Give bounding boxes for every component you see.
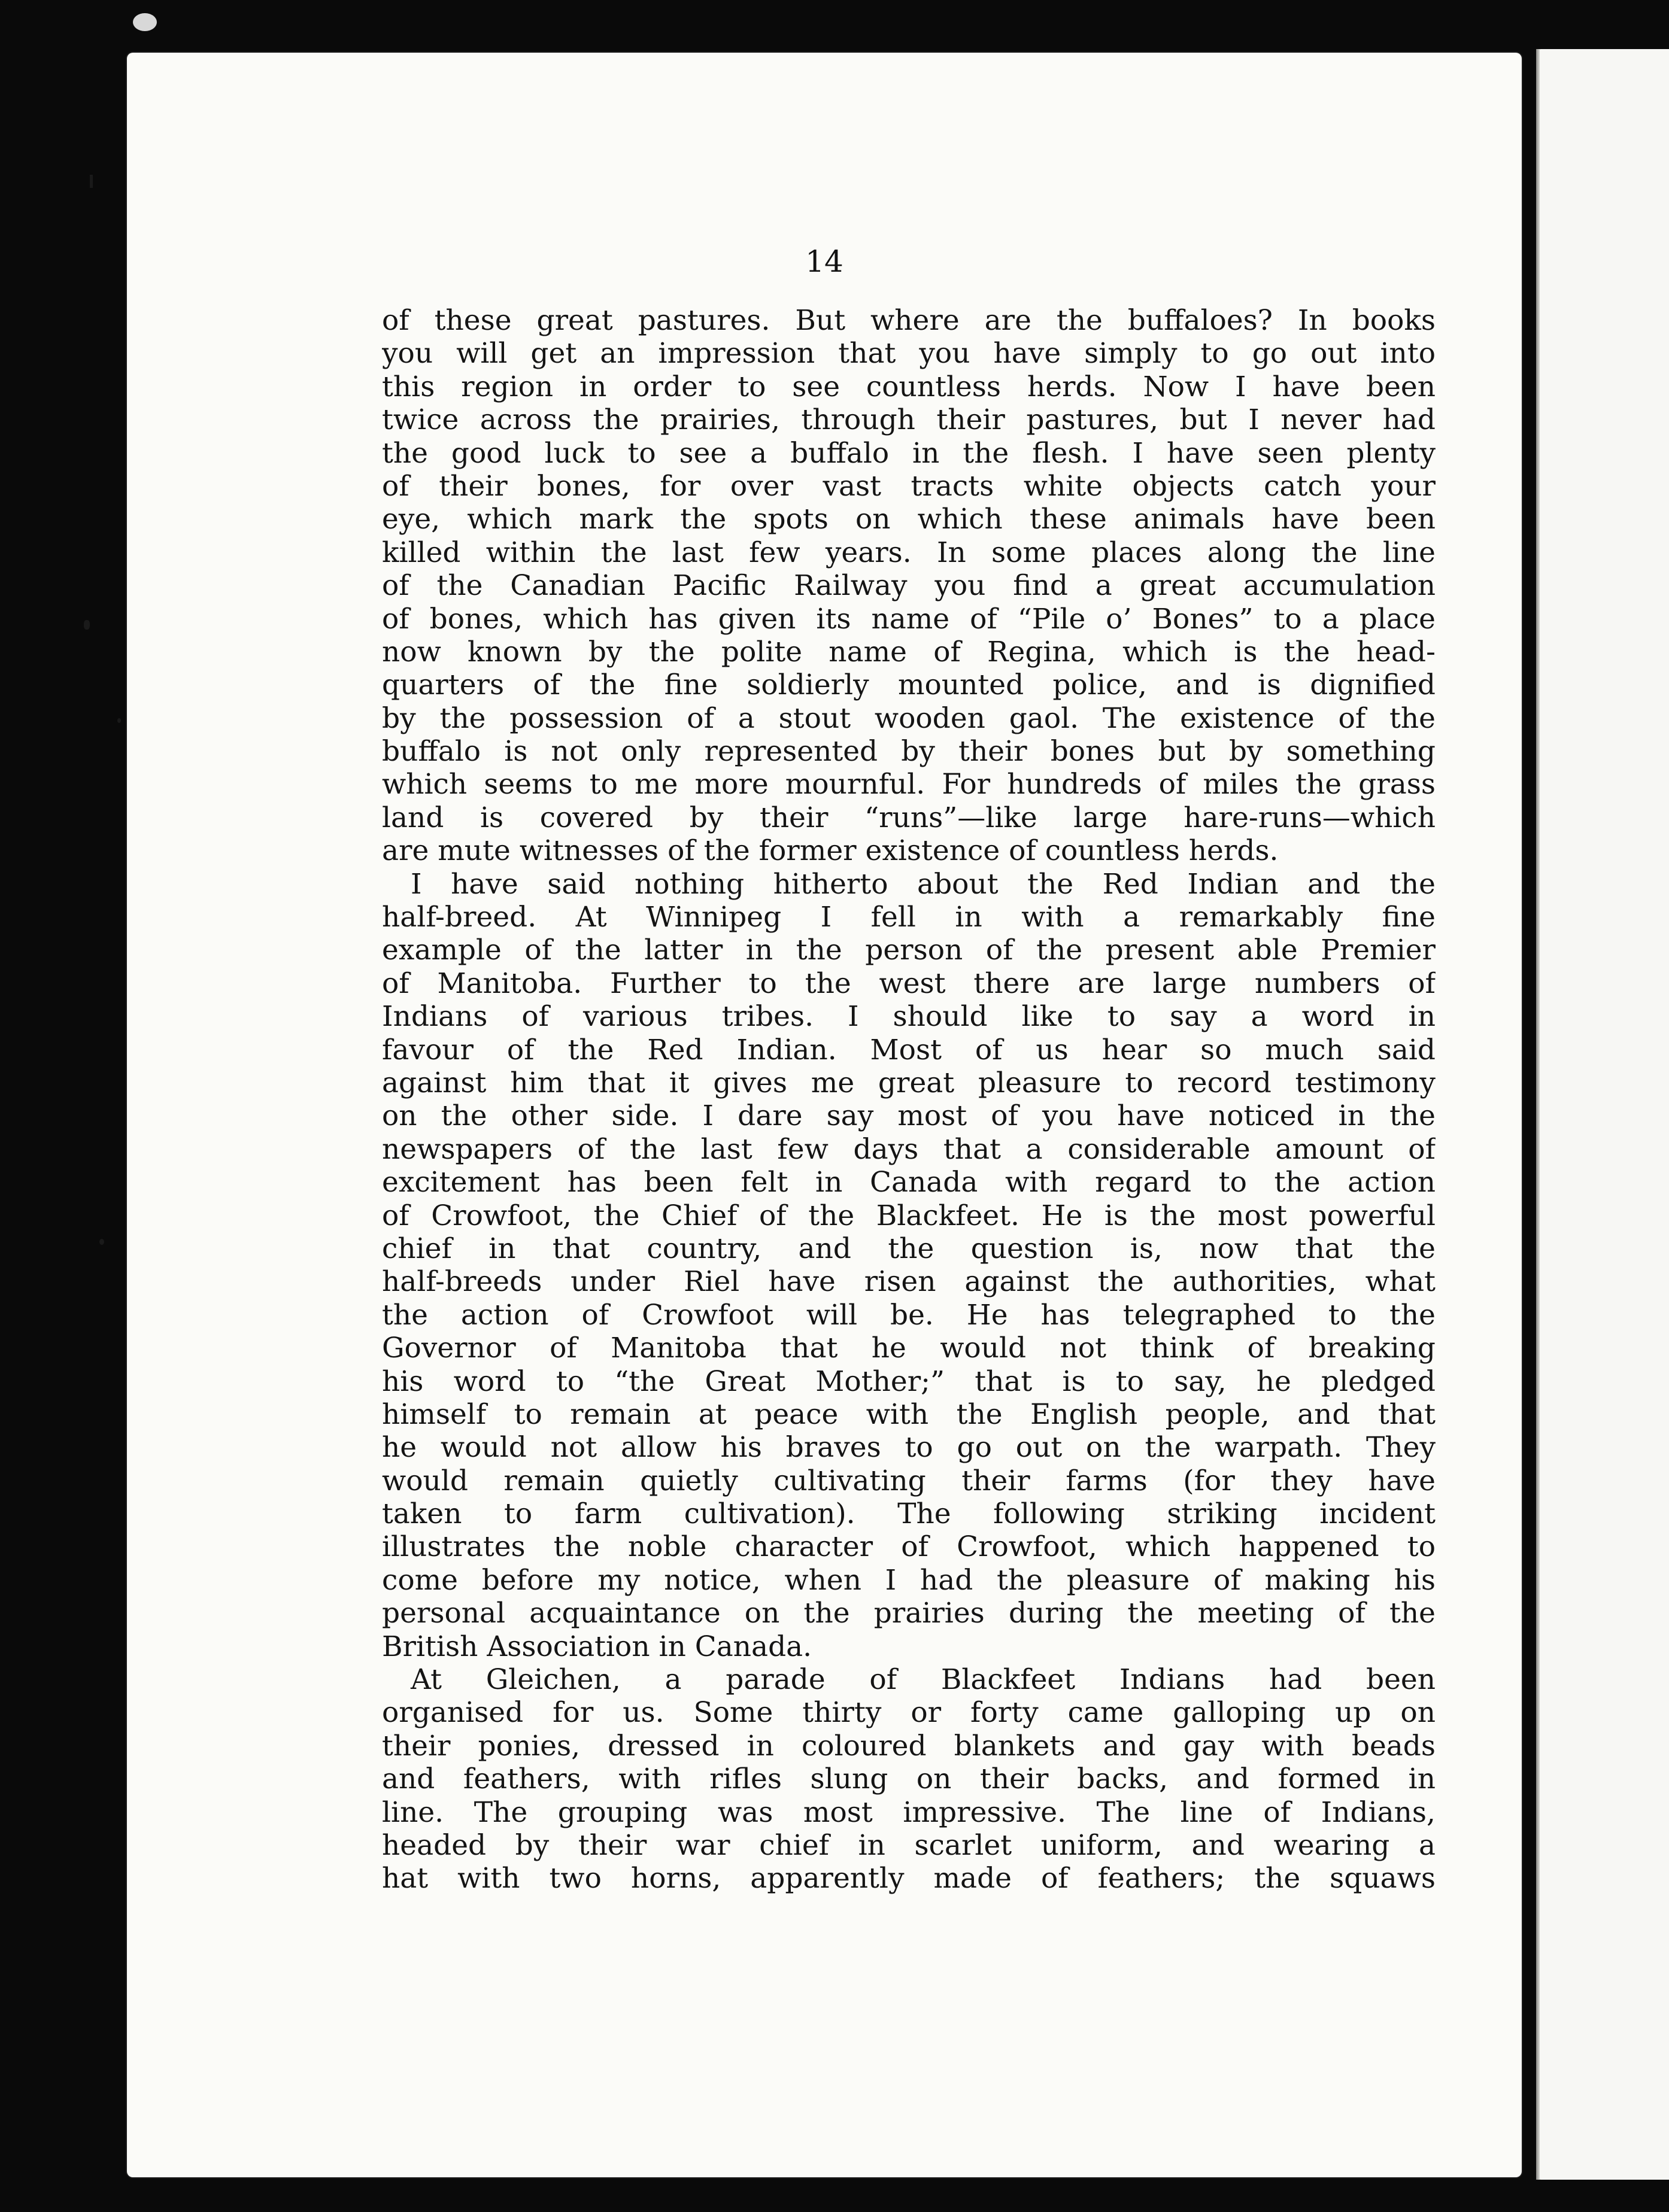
page-number: 14 [805, 244, 843, 279]
text-line: Governor of Manitoba that he would not think of breaking [382, 1332, 1436, 1365]
text-line: of Manitoba. Further to the west there are large numbers of [382, 967, 1436, 1000]
text-line: the good luck to see a buffalo in the flesh. I have seen plenty [382, 436, 1436, 470]
text-line: illustrates the noble character of Crowfoot, which happened to [382, 1530, 1436, 1564]
text-line: chief in that country, and the question is, now that the [382, 1232, 1436, 1265]
scan-speck [84, 620, 90, 630]
scan-speck [133, 13, 157, 31]
book-page [127, 53, 1522, 2177]
text-line: quarters of the fine soldierly mounted police, and is dignified [382, 669, 1436, 702]
text-line: would remain quietly cultivating their farms (for they have [382, 1464, 1436, 1497]
text-line: killed within the last few years. In some places along the line [382, 536, 1436, 569]
text-line: personal acquaintance on the prairies during the meeting of the [382, 1597, 1436, 1630]
text-line: half-breeds under Riel have risen against the authorities, what [382, 1265, 1436, 1299]
text-line: twice across the prairies, through their pastures, but I never had [382, 403, 1436, 437]
text-line: At Gleichen, a parade of Blackfeet Indians had been [411, 1663, 1436, 1697]
text-line: eye, which mark the spots on which these animals have been [382, 503, 1436, 536]
text-line: of bones, which has given its name of “Pile o’ Bones” to a place [382, 602, 1436, 636]
text-line: you will get an impression that you have simply to go out into [382, 337, 1436, 370]
text-line: are mute witnesses of the former existence of countless herds. [382, 834, 1279, 868]
text-line: favour of the Red Indian. Most of us hear so much said [382, 1033, 1436, 1066]
text-line: come before my notice, when I had the pleasure of making his [382, 1563, 1436, 1597]
text-line: Indians of various tribes. I should like to say a word in [382, 1000, 1436, 1034]
scan-speck [90, 175, 93, 188]
text-line: of these great pastures. But where are the buffaloes? In books [382, 304, 1436, 337]
text-line: of their bones, for over vast tracts white objects catch your [382, 469, 1436, 503]
text-line: land is covered by their “runs”—like large hare-runs—which [382, 801, 1436, 834]
text-line: half-breed. At Winnipeg I fell in with a remarkably fine [382, 901, 1436, 934]
text-line: this region in order to see countless herds. Now I have been [382, 370, 1436, 403]
text-line: his word to “the Great Mother;” that is to say, he pledged [382, 1365, 1436, 1398]
text-line: on the other side. I dare say most of you have noticed in the [382, 1099, 1436, 1133]
adjacent-page-edge [1536, 49, 1669, 2180]
text-line: against him that it gives me great pleasure to record testimony [382, 1066, 1436, 1099]
text-line: and feathers, with rifles slung on their backs, and formed in [382, 1763, 1436, 1796]
text-line: example of the latter in the person of the present able Premier [382, 934, 1436, 967]
text-line: excitement has been felt in Canada with regard to the action [382, 1166, 1436, 1199]
text-line: I have said nothing hitherto about the Red Indian and the [411, 867, 1436, 901]
text-line: their ponies, dressed in coloured blankets and gay with beads [382, 1729, 1436, 1763]
text-line: British Association in Canada. [382, 1630, 812, 1663]
text-line: by the possession of a stout wooden gaol. The existence of the [382, 701, 1436, 735]
page-fold-shadow [1536, 49, 1540, 2180]
text-line: he would not allow his braves to go out on the warpath. They [382, 1431, 1436, 1464]
body-text [382, 304, 1436, 1895]
scan-speck [99, 1239, 104, 1245]
text-line: of the Canadian Pacific Railway you find a great accumulation [382, 569, 1436, 603]
text-line: line. The grouping was most impressive. The line of Indians, [382, 1795, 1436, 1829]
text-line: taken to farm cultivation). The following striking incident [382, 1497, 1436, 1531]
text-line: newspapers of the last few days that a considerable amount of [382, 1132, 1436, 1166]
text-line: organised for us. Some thirty or forty came galloping up on [382, 1696, 1436, 1730]
text-line: headed by their war chief in scarlet uniform, and wearing a [382, 1828, 1436, 1862]
text-line: of Crowfoot, the Chief of the Blackfeet. He is the most powerful [382, 1199, 1436, 1232]
scan-speck [117, 718, 121, 723]
text-line: the action of Crowfoot will be. He has telegraphed to the [382, 1298, 1436, 1332]
text-line: buffalo is not only represented by their bones but by something [382, 735, 1436, 768]
text-line: hat with two horns, apparently made of feathers; the squaws [382, 1862, 1436, 1895]
text-line: himself to remain at peace with the English people, and that [382, 1397, 1436, 1431]
text-line: which seems to me more mournful. For hundreds of miles the grass [382, 768, 1436, 801]
text-line: now known by the polite name of Regina, which is the head- [382, 635, 1436, 669]
